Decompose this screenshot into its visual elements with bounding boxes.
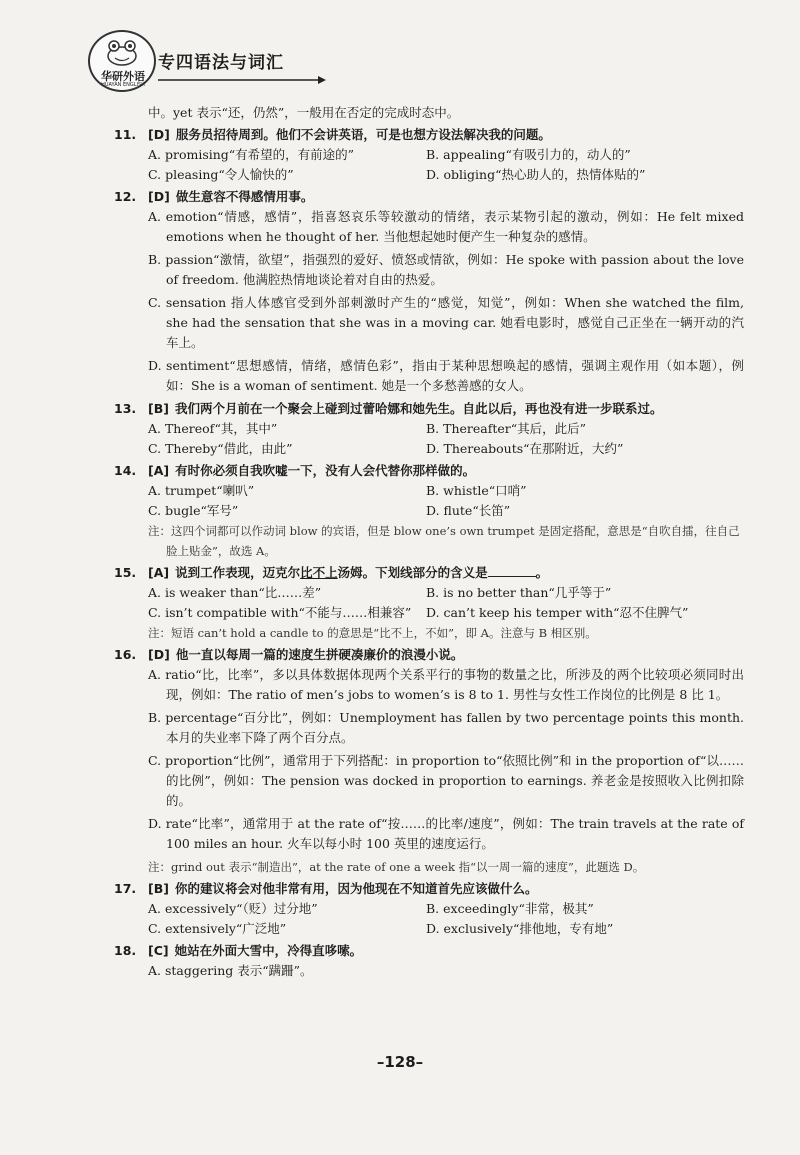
explanation-a: A. emotion“情感，感情”，指喜怒哀乐等较激动的情绪，表示某物引起的激动，例如：He felt mixed emotions when he thought of her. 当他想起她时便产生一种复杂的感情。 [148,209,744,244]
question-number: 13. [114,401,137,416]
question-11 [114,125,744,145]
page-content [114,103,744,981]
question-number: 18. [114,943,137,958]
option-a: A. trumpet“喇叭” [148,483,255,498]
explanation-c: C. proportion“比例”，通常用于下列搭配：in proportion to“依照比例”和 in the proportion of“以……的比例”，例如：The pension was docked in proportion to earnings. 养老金是按照收入比例扣除的。 [148,753,744,808]
question-number: 12. [114,189,137,204]
option-c: C. Thereby“借此，由此” [148,441,293,456]
options [114,899,744,939]
page-header [88,30,348,90]
question-18 [114,941,744,961]
answer-key: [A] [148,565,170,580]
option-a: A. is weaker than“比……差” [148,585,322,600]
option-b: B. whistle“口哨” [426,483,527,498]
arrow-underline-icon [158,74,328,86]
question-15 [114,563,744,583]
question-number: 15. [114,565,137,580]
answer-key: [D] [148,127,170,142]
options [114,419,744,459]
question-text: 我们两个月前在一个聚会上碰到过蕾哈娜和她先生。自此以后，再也没有进一步联系过。 [174,401,663,416]
logo-subtext: HUAYAN ENGLISH [101,82,145,88]
option-c: C. bugle“军号” [148,503,239,518]
answer-key: [B] [148,881,169,896]
option-d: D. Thereabouts“在那附近，大约” [426,441,624,456]
answer-key: [A] [148,463,170,478]
option-d: D. can’t keep his temper with“忍不住脾气” [426,605,689,620]
explanation-b: B. passion“激情，欲望”，指强烈的爱好、愤怒或情欲，例如：He spoke with passion about the love of freedom. 他满腔热情地谈论着对自由的热爱。 [148,252,744,287]
option-a: A. promising“有希望的，有前途的” [148,147,355,162]
question-number: 11. [114,127,137,142]
option-a: A. excessively“（贬）过分地” [148,901,318,916]
answer-key: [D] [148,647,170,662]
option-b: B. appealing“有吸引力的，动人的” [426,147,631,162]
question-16 [114,645,744,665]
question-text: 你的建议将会对他非常有用，因为他现在不知道首先应该做什么。 [174,881,538,896]
question-17 [114,879,744,899]
answer-key: [D] [148,189,170,204]
logo [88,30,156,92]
explanation-b: B. percentage“百分比”，例如：Unemployment has fallen by two percentage points this month. 本月的失业率下降了两个百分点。 [148,710,744,745]
options [114,603,744,623]
question-13 [114,399,744,419]
book-title: 专四语法与词汇 [158,53,284,73]
intro-line: 中。yet 表示“还，仍然”，一般用在否定的完成时态中。 [148,105,460,120]
option-d: D. obliging“热心助人的，热情体贴的” [426,167,646,182]
question-text-end: 。 [535,565,549,580]
option-d: D. exclusively“排他地，专有地” [426,921,614,936]
logo-text: 华研外语 [101,70,145,83]
options [114,583,744,603]
options [114,481,744,521]
note: 注：这四个词都可以作动词 blow 的宾语，但是 blow one’s own trumpet 是固定搭配，意思是“自吹自擂，往自己脸上贴金”，故选 A。 [148,524,740,558]
page-number: –128– [376,1053,424,1071]
question-text-part: 说到工作表现，迈克尔 [175,565,301,580]
option-d: D. flute“长笛” [426,503,511,518]
question-text: 做生意容不得感情用事。 [175,189,314,204]
question-14 [114,461,744,481]
answer-key: [C] [148,943,169,958]
explanation-d: D. rate“比率”，通常用于 at the rate of“按……的比率/速度”，例如：The train travels at the rate of 100 miles an hour. 火车以每小时 100 英里的速度运行。 [148,816,744,851]
answer-key: [B] [148,401,169,416]
option-a: A. Thereof“其，其中” [148,421,278,436]
option-c: C. isn’t compatible with“不能与……相兼容” [148,605,412,620]
underlined-phrase: 比不上 [300,565,338,580]
option-b: B. exceedingly“非常，极其” [426,901,594,916]
question-text: 服务员招待周到。他们不会讲英语，可是也想方设法解决我的问题。 [175,127,551,142]
frog-icon [104,38,140,66]
question-number: 17. [114,881,137,896]
note: 注：短语 can’t hold a candle to 的意思是“比不上，不如”，即 A。注意与 B 相区别。 [148,626,597,640]
question-number: 14. [114,463,137,478]
option-b: B. Thereafter“其后，此后” [426,421,587,436]
question-text: 他一直以每周一篇的速度生拼硬凑廉价的浪漫小说。 [175,647,464,662]
option-b: B. is no better than“几乎等于” [426,585,612,600]
option-c: C. extensively“广泛地” [148,921,287,936]
options [114,145,744,185]
explanation-a: A. staggering 表示“蹒跚”。 [148,963,313,978]
question-text [175,563,548,583]
question-12 [114,187,744,207]
answer-blank [488,564,536,577]
explanation-d: D. sentiment“思想感情，情绪，感情色彩”，指由于某种思想唤起的感情，强调主观作用（如本题），例如：She is a woman of sentiment. 她是一个多愁善感的女人。 [148,358,744,393]
option-c: C. pleasing“令人愉快的” [148,167,294,182]
question-number: 16. [114,647,137,662]
question-text-part: 汤姆。下划线部分的含义是 [337,565,488,580]
note: 注：grind out 表示“制造出”，at the rate of one a week 指“以一周一篇的速度”，此题选 D。 [148,860,645,874]
explanation-c: C. sensation 指人体感官受到外部刺激时产生的“感觉，知觉”，例如：When she watched the film, she had the sensation that she was in a moving car. 她看电影时，感觉自己正坐在一辆开动的汽车上。 [148,295,744,350]
question-text: 她站在外面大雪中，冷得直哆嗦。 [174,943,363,958]
question-text: 有时你必须自我吹嘘一下，没有人会代替你那样做的。 [175,463,476,478]
explanation-a: A. ratio“比，比率”，多以具体数据体现两个关系平行的事物的数量之比，所涉及的两个比较项必须同时出现，例如：The ratio of men’s jobs to women’s is 8 to 1. 男性与女性工作岗位的比例是 8 比 1。 [148,667,744,702]
